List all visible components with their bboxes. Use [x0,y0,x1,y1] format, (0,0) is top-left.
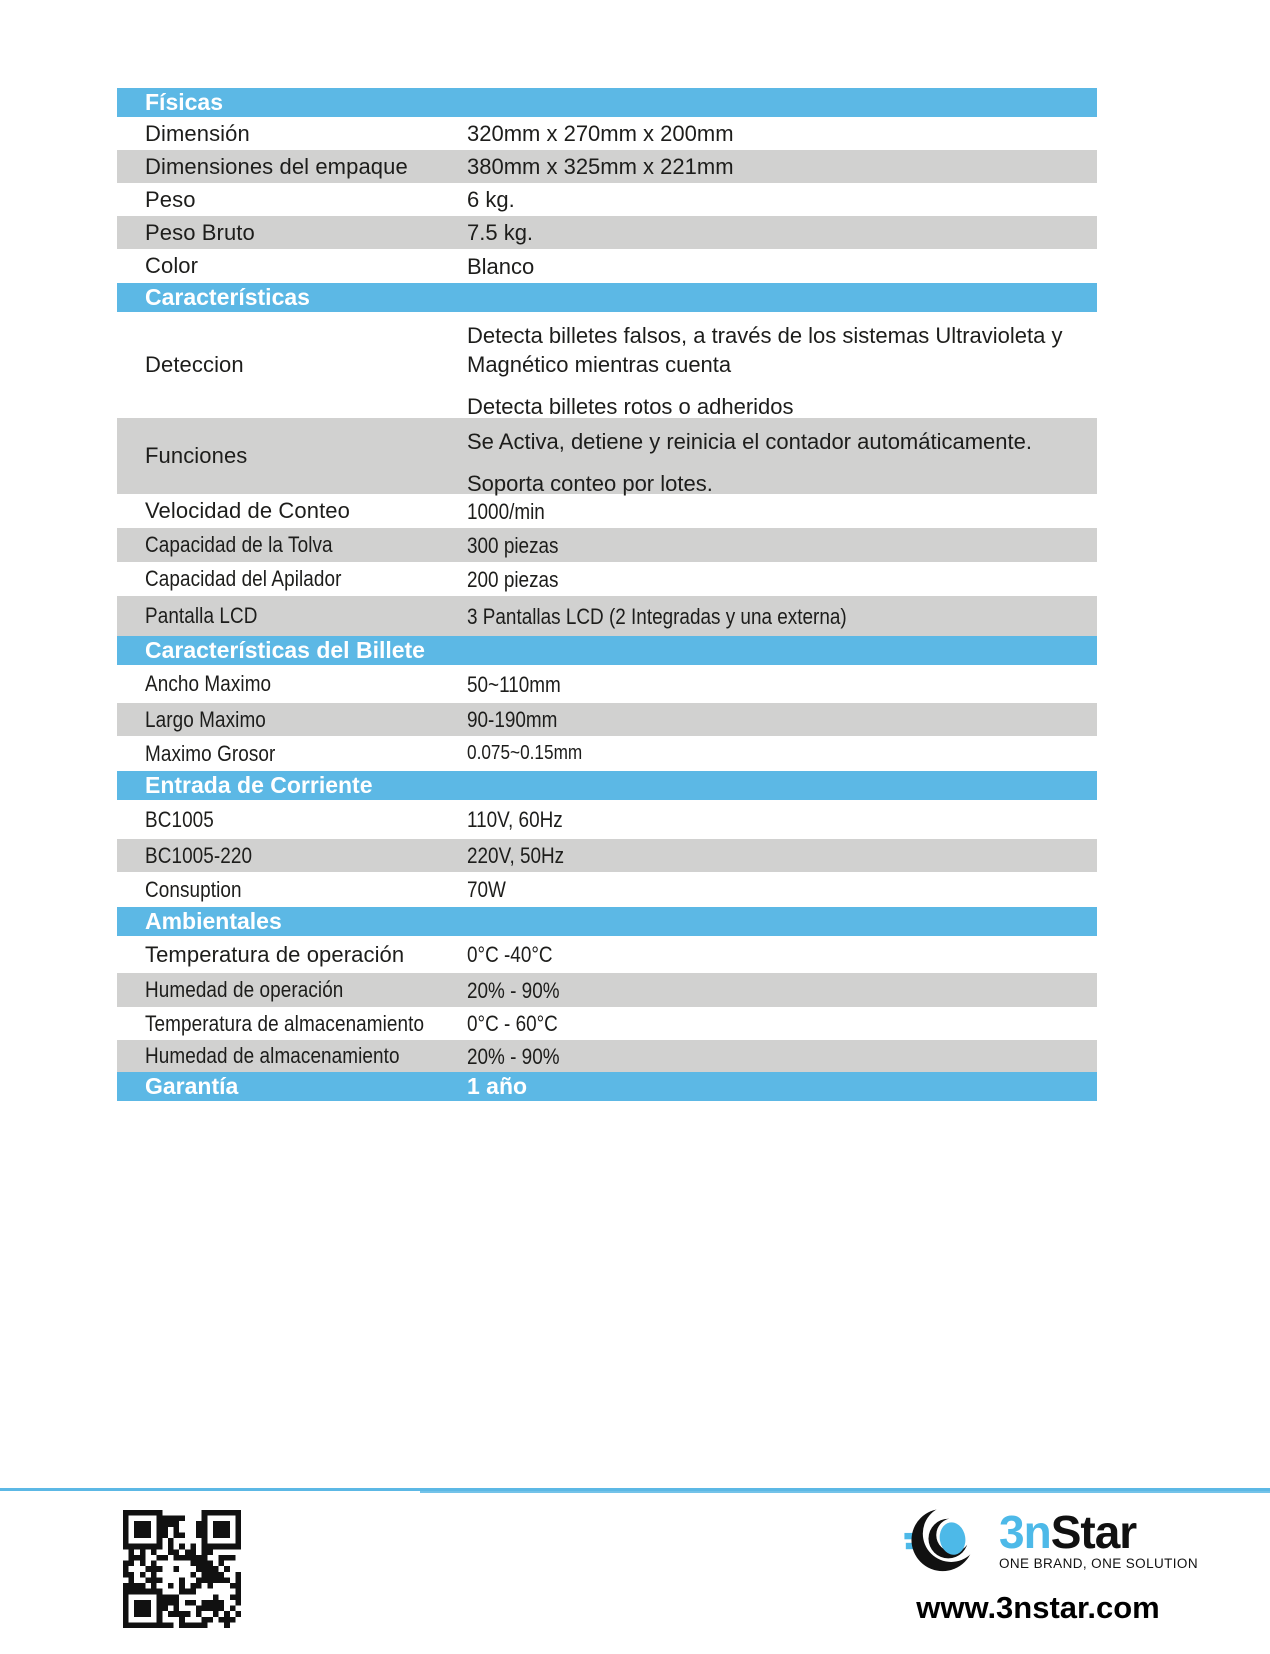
spec-row [117,872,1097,907]
spec-label [117,736,467,771]
spec-value-text: 3 Pantallas LCD (2 Integradas y una externa) [467,603,847,629]
spec-value-text: Blanco [467,253,535,279]
spec-label [117,183,467,216]
spec-value [467,216,1082,249]
spec-label [117,150,467,183]
spec-label [117,839,467,872]
spec-value-text: 320mm x 270mm x 200mm [467,121,734,146]
spec-value-line: Soporta conteo por lotes. [467,471,713,496]
spec-label-text: BC1005 [145,806,214,832]
spec-label [117,562,467,596]
spec-row [117,973,1097,1007]
spec-value [467,736,1082,771]
spec-value-text: 1000/min [467,498,545,524]
spec-value-text: 110V, 60Hz [467,807,563,832]
section-header [117,283,1097,312]
spec-label [117,703,467,736]
brand-logo [903,1498,1198,1582]
spec-label [117,528,467,562]
brand-name [999,1505,1198,1558]
spec-label-text: Maximo Grosor [145,740,276,766]
spec-row [117,150,1097,183]
spec-value-text: 220V, 50Hz [467,843,565,868]
spec-value [467,1040,1082,1072]
spec-value-text: 380mm x 325mm x 221mm [467,154,734,179]
spec-label [117,872,467,907]
spec-value-text: 0.075~0.15mm [467,742,583,764]
spec-value-text: 6 kg. [467,187,515,212]
spec-value [467,562,1082,596]
spec-label-text: BC1005-220 [145,842,253,868]
spec-label-text: Humedad de operación [145,977,344,1002]
spec-row [117,528,1097,562]
spec-value [467,703,1082,736]
spec-row [117,117,1097,150]
spec-row [117,494,1097,528]
spec-value [467,418,1082,494]
brand-name-star: Star [1050,1505,1137,1558]
spec-label [117,1007,467,1040]
spec-value [467,936,1082,973]
spec-value-text: 300 piezas [467,532,559,558]
spec-value-text: 200 piezas [467,566,559,592]
spec-value-text: 7.5 kg. [467,220,534,245]
spec-value-text: 20% - 90% [467,977,560,1003]
spec-row [117,703,1097,736]
3nstar-logo-icon [903,1498,995,1582]
spec-row [117,736,1097,771]
spec-label-text: Ancho Maximo [145,671,272,696]
spec-row [117,936,1097,973]
section-title-value: 1 año [467,1073,528,1099]
spec-label-text: Dimensión [145,120,250,146]
spec-label-text: Consuption [145,876,242,902]
spec-value [467,183,1082,216]
logo-text [999,1505,1198,1571]
spec-value-text: 90-190mm [467,707,558,732]
spec-value [467,1007,1082,1040]
divider-line-accent [420,1490,1270,1493]
spec-row [117,562,1097,596]
section-title: Entrada de Corriente [145,772,373,798]
spec-label [117,1040,467,1072]
spec-value-line: Detecta billetes falsos, a través de los sistemas Ultravioleta y Magnético mientras cuenta [467,323,1063,377]
section-title: Características del Billete [145,637,425,663]
spec-row [117,800,1097,839]
spec-label-text: Temperatura de operación [145,941,405,967]
spec-row [117,216,1097,249]
spec-label [117,936,467,973]
spec-label-text: Pantalla LCD [145,603,258,628]
spec-label-text: Capacidad de la Tolva [145,532,333,557]
spec-value-line: Detecta billetes rotos o adheridos [467,394,794,419]
spec-label [117,665,467,703]
spec-table [117,88,1097,1101]
section-header [117,88,1097,117]
qr-code-icon [123,1510,241,1628]
spec-value [467,117,1082,150]
spec-label-text: Largo Maximo [145,706,266,732]
spec-label-text: Funciones [145,443,248,468]
spec-value-text: 70W [467,877,506,902]
spec-row [117,183,1097,216]
spec-label [117,800,467,839]
spec-label [117,596,467,636]
spec-label [117,117,467,150]
spec-value [467,872,1082,907]
spec-row [117,1040,1097,1072]
spec-label-text: Velocidad de Conteo [145,498,350,523]
spec-value [467,150,1082,183]
spec-label-text: Capacidad del Apilador [145,566,342,591]
brand-name-3n: 3n [999,1505,1051,1558]
spec-value [467,596,1082,636]
spec-label-text: Dimensiones del empaque [145,153,408,179]
spec-label [117,973,467,1007]
brand-tagline: ONE BRAND, ONE SOLUTION [999,1555,1198,1571]
spec-row [117,418,1097,494]
section-title: Físicas [145,89,223,115]
spec-value [467,839,1082,872]
spec-value [467,800,1082,839]
spec-value [467,312,1082,418]
spec-value-line: Se Activa, detiene y reinicia el contador automáticamente. [467,429,1032,454]
spec-label-text: Deteccion [145,352,244,377]
spec-value [467,494,1082,528]
spec-value-text: 20% - 90% [467,1043,560,1069]
section-header [117,636,1097,665]
section-title: Garantía [145,1073,239,1099]
section-header [117,771,1097,800]
spec-label-text: Color [145,253,199,278]
spec-value-text: 50~110mm [467,671,561,697]
spec-row [117,665,1097,703]
spec-label [117,216,467,249]
section-title: Características [145,284,310,310]
spec-label [117,418,467,494]
spec-row [117,839,1097,872]
spec-label-text: Peso [145,186,196,212]
spec-row [117,249,1097,283]
spec-value [467,249,1082,283]
spec-value-text: 0°C - 60°C [467,1011,558,1036]
section-header [117,1072,1097,1101]
spec-label [117,312,467,418]
spec-value-text: 0°C -40°C [467,942,553,967]
spec-label [117,249,467,283]
spec-row [117,1007,1097,1040]
spec-row [117,596,1097,636]
spec-label-text: Peso Bruto [145,219,255,245]
spec-label-text: Humedad de almacenamiento [145,1043,400,1068]
spec-row [117,312,1097,418]
spec-label-text: Temperatura de almacenamiento [145,1010,425,1036]
section-header [117,907,1097,936]
section-title: Ambientales [145,908,282,934]
spec-value [467,665,1082,703]
spec-value [467,528,1082,562]
spec-value [467,973,1082,1007]
website-url: www.3nstar.com [916,1590,1160,1625]
spec-label [117,494,467,528]
